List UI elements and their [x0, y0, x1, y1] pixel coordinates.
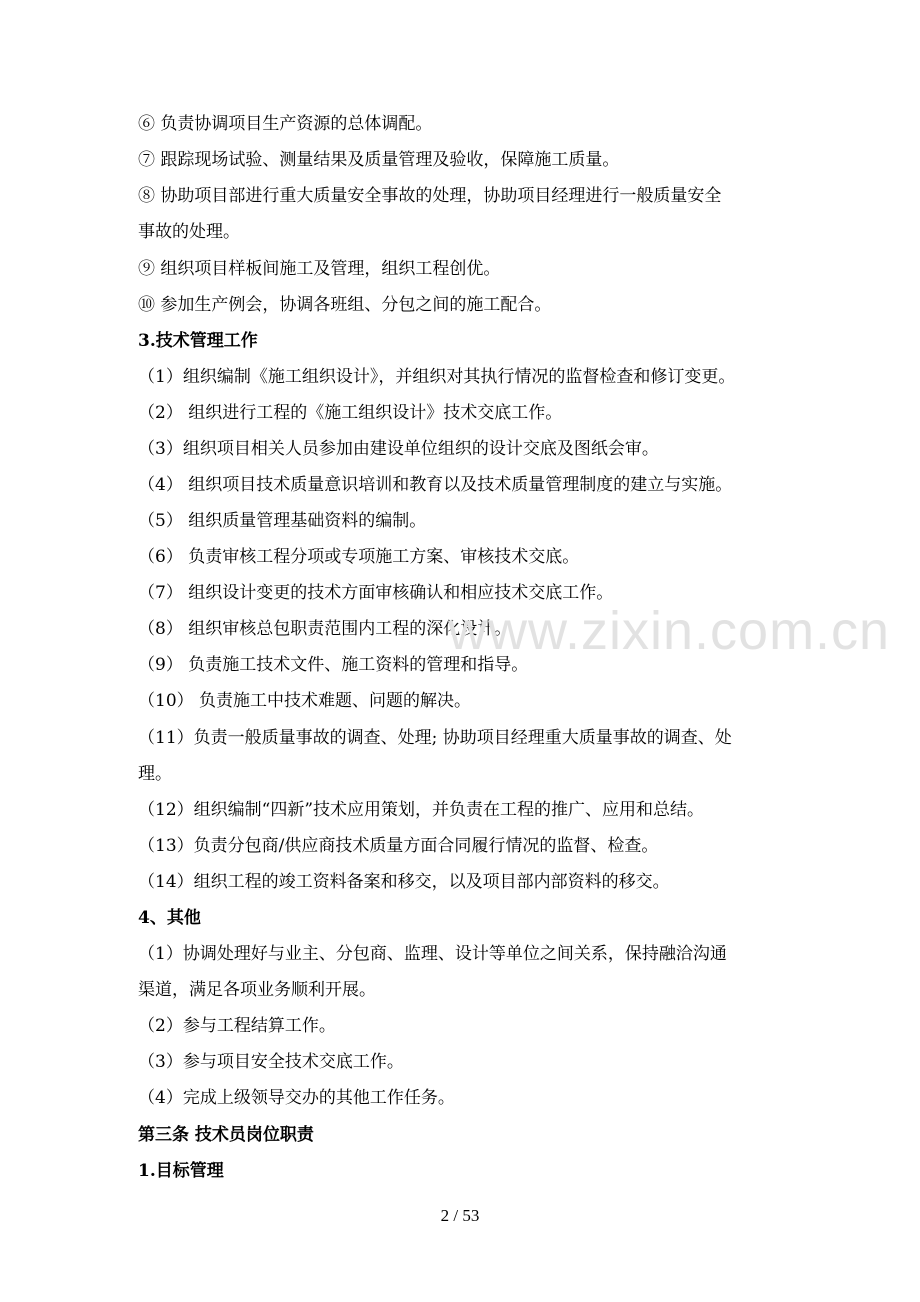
paragraph-line: （11）负责一般质量事故的调查、处理; 协助项目经理重大质量事故的调查、处: [138, 728, 732, 748]
paragraph-line: ⑦ 跟踪现场试验、测量结果及质量管理及验收，保障施工质量。: [138, 150, 620, 170]
page-number: 2 / 53: [440, 1206, 480, 1225]
paragraph-line: ⑨ 组织项目样板间施工及管理，组织工程创优。: [138, 259, 501, 279]
article-heading: 第三条 技术员岗位职责: [138, 1125, 314, 1145]
paragraph-line: （3）参与项目安全技术交底工作。: [138, 1052, 404, 1072]
paragraph-line: （5） 组织质量管理基础资料的编制。: [138, 511, 427, 531]
paragraph-line: （1）组织编制《施工组织设计》，并组织对其执行情况的监督检查和修订变更。: [138, 367, 736, 387]
paragraph-line: 渠道，满足各项业务顺利开展。: [138, 980, 376, 1000]
paragraph-line: （9） 负责施工技术文件、施工资料的管理和指导。: [138, 655, 529, 675]
paragraph-line: （8） 组织审核总包职责范围内工程的深化设计。: [138, 619, 512, 639]
paragraph-line: ⑩ 参加生产例会，协调各班组、分包之间的施工配合。: [138, 295, 552, 315]
watermark: www.zixin.com.cn: [448, 601, 891, 661]
paragraph-line: （13）负责分包商/供应商技术质量方面合同履行情况的监督、检查。: [138, 836, 659, 856]
section-heading: 1.目标管理: [138, 1161, 224, 1181]
paragraph-line: （3）组织项目相关人员参加由建设单位组织的设计交底及图纸会审。: [138, 439, 659, 459]
paragraph-line: （2）参与工程结算工作。: [138, 1016, 336, 1036]
paragraph-line: （4）完成上级领导交办的其他工作任务。: [138, 1088, 455, 1108]
paragraph-line: （2） 组织进行工程的《施工组织设计》技术交底工作。: [138, 403, 563, 423]
paragraph-line: （7） 组织设计变更的技术方面审核确认和相应技术交底工作。: [138, 583, 614, 603]
paragraph-line: （4） 组织项目技术质量意识培训和教育以及技术质量管理制度的建立与实施。: [138, 475, 733, 495]
paragraph-line: （6） 负责审核工程分项或专项施工方案、审核技术交底。: [138, 547, 580, 567]
paragraph-line: （10） 负责施工中技术难题、问题的解决。: [138, 691, 472, 711]
paragraph-line: ⑧ 协助项目部进行重大质量安全事故的处理，协助项目经理进行一般质量安全: [138, 186, 722, 206]
section-heading: 4、其他: [138, 908, 201, 928]
paragraph-line: （14）组织工程的竣工资料备案和移交，以及项目部内部资料的移交。: [138, 872, 670, 892]
paragraph-line: 理。: [138, 764, 172, 784]
paragraph-line: ⑥ 负责协调项目生产资源的总体调配。: [138, 114, 433, 134]
paragraph-line: 事故的处理。: [138, 222, 240, 242]
section-heading: 3.技术管理工作: [138, 331, 258, 351]
paragraph-line: （12）组织编制“四新”技术应用策划，并负责在工程的推广、应用和总结。: [138, 800, 705, 820]
paragraph-line: （1）协调处理好与业主、分包商、监理、设计等单位之间关系，保持融洽沟通: [138, 944, 727, 964]
